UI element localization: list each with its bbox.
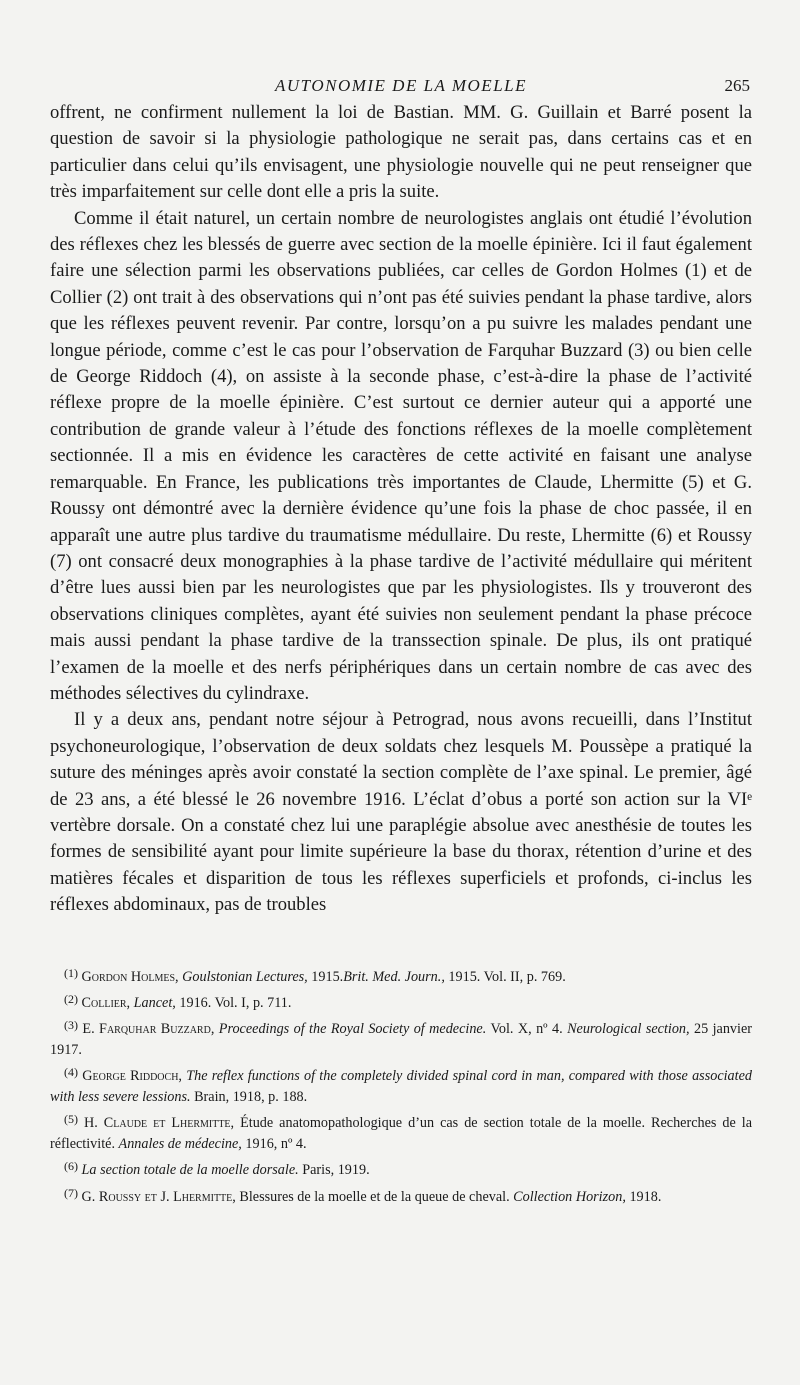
footnote-mark: (1): [64, 965, 78, 980]
running-head: [50, 68, 752, 100]
footnote-title: Lancet,: [133, 994, 176, 1011]
footnote-author: Collier,: [81, 994, 131, 1011]
footnote-author: George Riddoch,: [82, 1068, 182, 1085]
footnote-title: The reflex functions of the completely divided spinal cord in man, compared with those associated with less severe lessions.: [50, 1068, 752, 1106]
paragraph-2: Comme il était naturel, un certain nombre de neurologistes anglais ont étudié l’évolution des réflexes chez les blessés de guerre avec section de la moelle épinière. Ici il faut également faire une sélection parmi les observations publiées, car celles de Gordon Holmes (1) et de Collier (2) ont trait à des observations qui n’ont pas été suivies pendant la phase tardive, alors que les réflexes peuvent revenir. Par contre, lorsqu’on a pu suivre les malades pendant une longue période, comme c’est le cas pour l’observation de Farquhar Buzzard (3) ou bien celle de George Riddoch (4), on assiste à la seconde phase, c’est-à-dire la phase de l’activité réflexe propre de la moelle épinière. C’est surtout ce dernier auteur qui a apporté une contribution de grande valeur à l’étude des fonctions réflexes de la moelle complètement sectionnée. Il a mis en évidence les caractères de cette activité en faisant une analyse remarquable. En France, les publications très importantes de Claude, Lhermitte (5) et G. Roussy ont démontré avec la dernière évidence qu’une fois la phase de choc passée, il en apparaît une autre plus tardive du traumatisme médullaire. Du reste, Lhermitte (6) et Roussy (7) ont consacré deux monographies à la phase tardive de l’activité médullaire qui méritent d’être lues aussi bien par les neurologistes que par les physiologistes. Ils y trouveront des observations cliniques complètes, ayant été suivies non seulement pendant la phase précoce mais aussi pendant la phase tardive de la transsection spinale. De plus, ils ont pratiqué l’examen de la moelle et des nerfs périphériques dans un certain nombre de cas avec des méthodes sélectives du cylindraxe.: [50, 207, 752, 704]
footnote-journal: Annales de médecine,: [118, 1136, 242, 1153]
footnotes: [50, 963, 752, 1208]
footnote-text: Étude anatomopathologique d’un cas de section totale de la moelle. Recherches de la réflectivité.: [50, 1115, 753, 1153]
footnote-author: Gordon Holmes,: [81, 968, 179, 985]
footnote-text: Vol. X, nº 4.: [490, 1021, 563, 1038]
body-text: [50, 100, 752, 919]
footnote-text: 1915. Vol. II, p. 769.: [448, 968, 566, 985]
footnote-author: E. Farquhar Buzzard,: [82, 1021, 215, 1038]
footnote-title: Goulstonian Lectures,: [182, 968, 308, 985]
footnote-mark: (2): [64, 991, 78, 1006]
footnote-text: 1916. Vol. I, p. 711.: [179, 994, 292, 1011]
footnote-text: 1918.: [629, 1188, 662, 1205]
footnote-mark: (5): [64, 1112, 78, 1127]
footnote-mark: (3): [64, 1018, 78, 1033]
footnote-title: Proceedings of the Royal Society of medecine.: [218, 1021, 487, 1038]
footnote-text: Blessures de la moelle et de la queue de cheval.: [239, 1188, 510, 1205]
footnote-6: [50, 1156, 752, 1181]
footnote-mark: (7): [64, 1185, 78, 1200]
footnote-title: La section totale de la moelle dorsale.: [81, 1162, 299, 1179]
paragraph-1: offrent, ne confirment nullement la loi de Bastian. MM. G. Guillain et Barré posent la question de savoir si la physiologie pathologique ne serait pas, dans certains cas et en particulier dans celui qu’ils envisagent, une physiologie nouvelle qui ne peut renseigner que très imparfaitement sur celle dont elle a pris la suite.: [50, 102, 752, 203]
footnote-5: [50, 1109, 752, 1155]
footnote-author: G. Roussy et J. Lhermitte,: [81, 1188, 236, 1205]
footnote-1: [50, 963, 752, 988]
footnote-mark: (6): [64, 1159, 78, 1174]
footnote-text: 1916, nº 4.: [245, 1136, 307, 1153]
footnote-author: H. Claude et Lhermitte,: [84, 1115, 235, 1132]
running-title: AUTONOMIE DE LA MOELLE: [275, 76, 527, 95]
paragraph-3: Il y a deux ans, pendant notre séjour à Petrograd, nous avons recueilli, dans l’Institut psychoneurologique, l’observation de deux soldats chez lesquels M. Poussèpe a pratiqué la suture des méninges après avoir constaté la section complète de l’axe spinal. Le premier, âgé de 23 ans, a été blessé le 26 novembre 1916. L’éclat d’obus a porté son action sur la VIᵉ vertèbre dorsale. On a constaté chez lui une paraplégie absolue avec anesthésie de toutes les formes de sensibilité ayant pour limite supérieure la base du thorax, rétention d’urine et des matières fécales et disparition de tous les réflexes superficiels et profonds, ci-inclus les réflexes abdominaux, pas de troubles: [50, 709, 752, 916]
footnote-text: Brain, 1918, p. 188.: [194, 1089, 308, 1106]
footnote-text: 25 janvier 1917.: [50, 1021, 752, 1058]
footnote-3: [50, 1015, 752, 1061]
page-number: 265: [724, 76, 750, 95]
footnote-4: [50, 1062, 752, 1108]
footnote-text: 1915.: [311, 968, 344, 985]
footnote-journal: Neurological section,: [567, 1021, 690, 1038]
footnote-text: Paris, 1919.: [302, 1162, 370, 1179]
footnote-journal: Collection Horizon,: [513, 1188, 626, 1205]
footnote-2: [50, 989, 752, 1014]
footnote-journal: Brit. Med. Journ.,: [343, 968, 445, 985]
footnote-mark: (4): [64, 1065, 78, 1080]
footnote-7: [50, 1183, 752, 1208]
